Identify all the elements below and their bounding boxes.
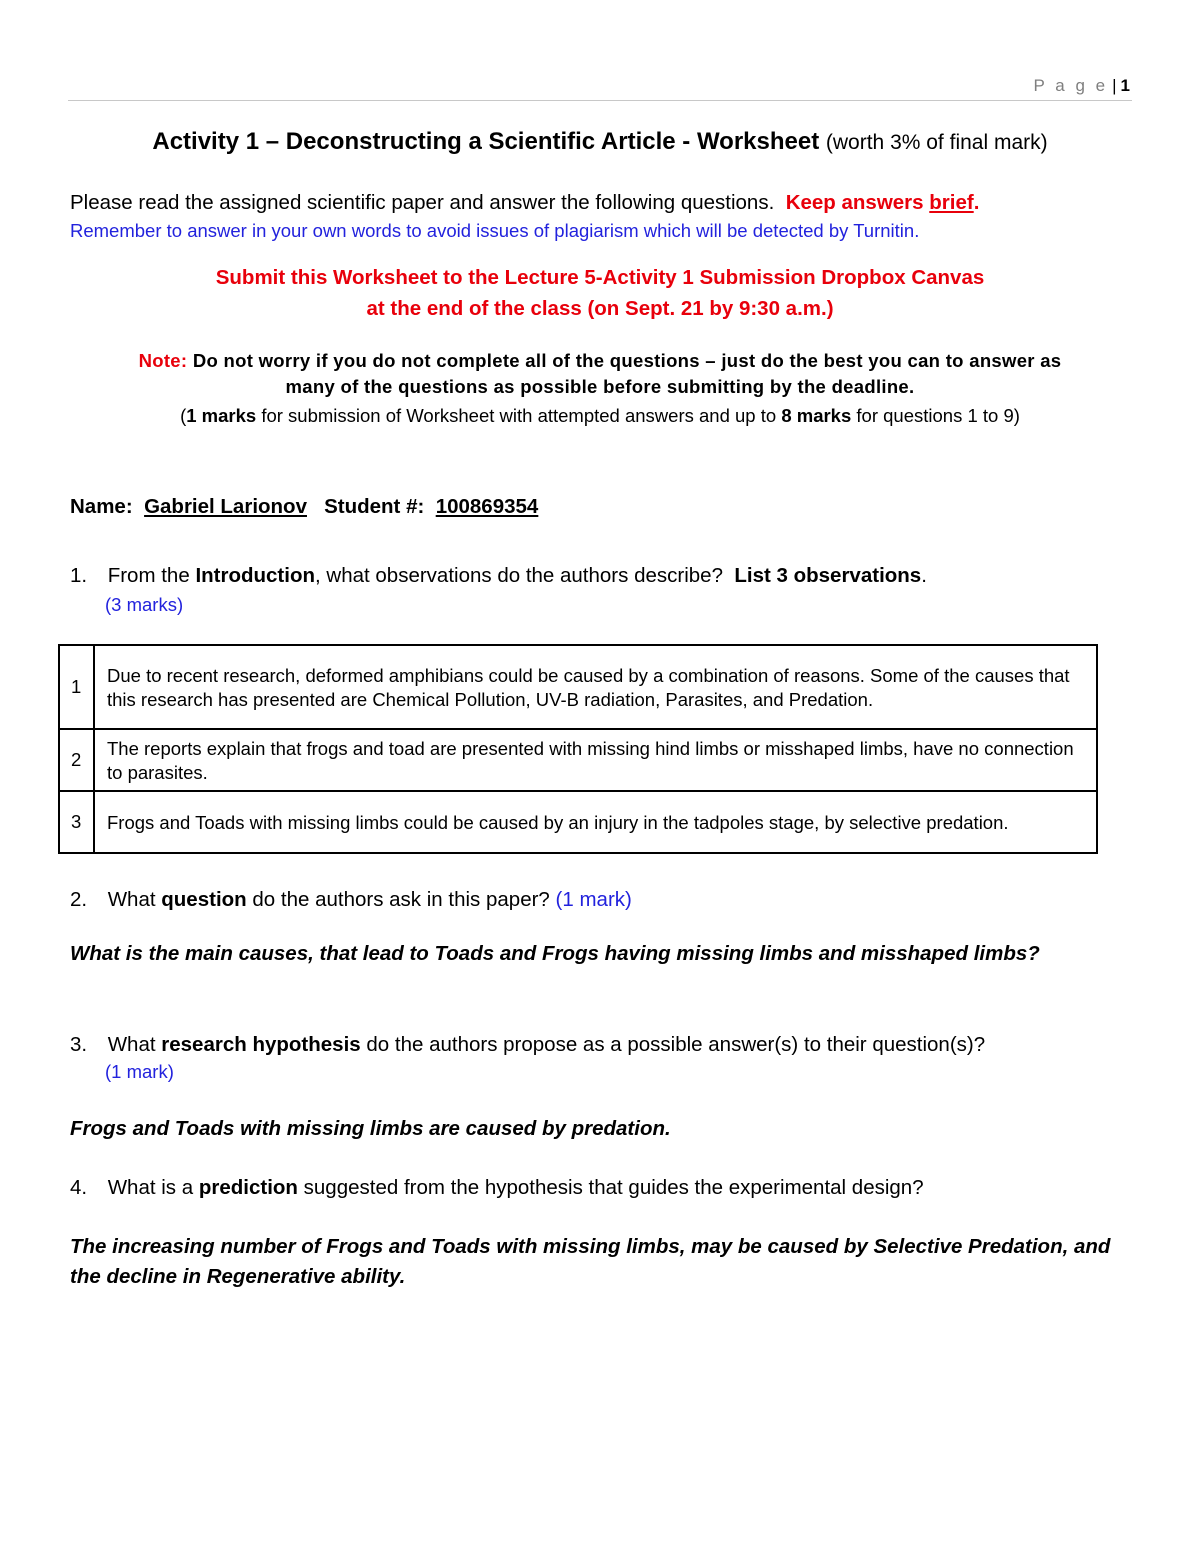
name-label: Name: xyxy=(70,495,133,518)
brief-period: . xyxy=(973,191,980,214)
document-title xyxy=(0,128,1200,156)
row-number: 2 xyxy=(59,729,94,791)
student-info xyxy=(70,495,538,519)
table-row xyxy=(59,729,1097,791)
student-name: Gabriel Larionov xyxy=(144,495,307,518)
observation-text: The reports explain that frogs and toad are presented with missing hind limbs or misshaped limbs, have no connection to parasites. xyxy=(94,729,1097,791)
question-3-marks: (1 mark) xyxy=(105,1061,174,1082)
observations-table xyxy=(58,644,1098,854)
question-number: 2. xyxy=(70,888,88,911)
question-keyword: question xyxy=(161,888,247,911)
title-main: Activity 1 – Deconstructing a Scientific Article - Worksheet xyxy=(152,128,820,155)
marks-eight: 8 marks xyxy=(781,405,852,426)
question-4 xyxy=(70,1176,924,1200)
observation-text: Due to recent research, deformed amphibians could be caused by a combination of reasons. Some of the causes that this research has presented are Chemical Pollution, UV-B radiation, Parasites, and Predation. xyxy=(94,645,1097,729)
question-text: What is a xyxy=(107,1176,194,1199)
question-number: 3. xyxy=(70,1033,88,1056)
note-label: Note: xyxy=(138,350,188,371)
marks-end: for questions 1 to 9) xyxy=(856,405,1020,426)
marks-open: ( xyxy=(180,405,187,426)
page-word: P a g e xyxy=(1033,76,1109,95)
question-text: do the authors ask in this paper? xyxy=(252,888,550,911)
intro-instructions xyxy=(70,191,979,215)
question-2-marks: (1 mark) xyxy=(555,888,632,911)
marks-one: 1 marks xyxy=(186,405,257,426)
row-number: 3 xyxy=(59,791,94,853)
question-keyword: research hypothesis xyxy=(161,1033,361,1056)
observation-text: Frogs and Toads with missing limbs could be caused by an injury in the tadpoles stage, by selective predation. xyxy=(94,791,1097,853)
question-text: . xyxy=(921,564,927,587)
note-line1 xyxy=(0,350,1200,372)
question-keyword: List 3 observations xyxy=(734,564,922,587)
student-id-label: Student #: xyxy=(324,495,425,518)
question-2 xyxy=(70,888,632,912)
page-separator: | xyxy=(1112,76,1117,95)
plagiarism-reminder: Remember to answer in your own words to avoid issues of plagiarism which will be detected by Turnitin. xyxy=(70,220,920,241)
submit-instruction-line1: Submit this Worksheet to the Lecture 5-Activity 1 Submission Dropbox Canvas xyxy=(215,266,985,289)
question-number: 4. xyxy=(70,1176,88,1199)
question-text: do the authors propose as a possible answer(s) to their question(s)? xyxy=(366,1033,986,1056)
page-number-value: 1 xyxy=(1120,76,1130,95)
brief-word: brief xyxy=(929,191,974,214)
page-number xyxy=(1034,76,1130,96)
note-text1: Do not worry if you do not complete all of the questions – just do the best you can to answer as xyxy=(192,350,1062,371)
question-text: What xyxy=(107,1033,156,1056)
table-row xyxy=(59,791,1097,853)
question-text: , what observations do the authors describe? xyxy=(315,564,723,587)
note-line2: many of the questions as possible before submitting by the deadline. xyxy=(285,376,915,397)
title-worth: (worth 3% of final mark) xyxy=(825,131,1048,154)
question-keyword: prediction xyxy=(198,1176,298,1199)
answer-3: Frogs and Toads with missing limbs are caused by predation. xyxy=(70,1117,671,1140)
student-id: 100869354 xyxy=(435,495,539,518)
question-text: suggested from the hypothesis that guides the experimental design? xyxy=(303,1176,924,1199)
marks-mid: for submission of Worksheet with attempted answers and up to xyxy=(261,405,777,426)
question-keyword: Introduction xyxy=(195,564,315,587)
question-3 xyxy=(70,1033,985,1057)
answer-2: What is the main causes, that lead to Toads and Frogs having missing limbs and misshaped limbs? xyxy=(70,942,1040,965)
submit-instruction-line2: at the end of the class (on Sept. 21 by 9:30 a.m.) xyxy=(366,297,834,320)
row-number: 1 xyxy=(59,645,94,729)
intro-line1: Please read the assigned scientific paper and answer the following questions. xyxy=(70,191,775,214)
question-1-marks: (3 marks) xyxy=(105,594,184,615)
answer-4: The increasing number of Frogs and Toads with missing limbs, may be caused by Selective Predation, and the decline in Regenerative ability. xyxy=(70,1235,1111,1288)
question-1 xyxy=(70,564,927,588)
keep-answers: Keep answers xyxy=(785,191,924,214)
table-row xyxy=(59,645,1097,729)
marks-breakdown xyxy=(0,405,1200,427)
question-number: 1. xyxy=(70,564,88,587)
page-header xyxy=(68,74,1132,101)
question-text: From the xyxy=(107,564,190,587)
question-text: What xyxy=(107,888,156,911)
